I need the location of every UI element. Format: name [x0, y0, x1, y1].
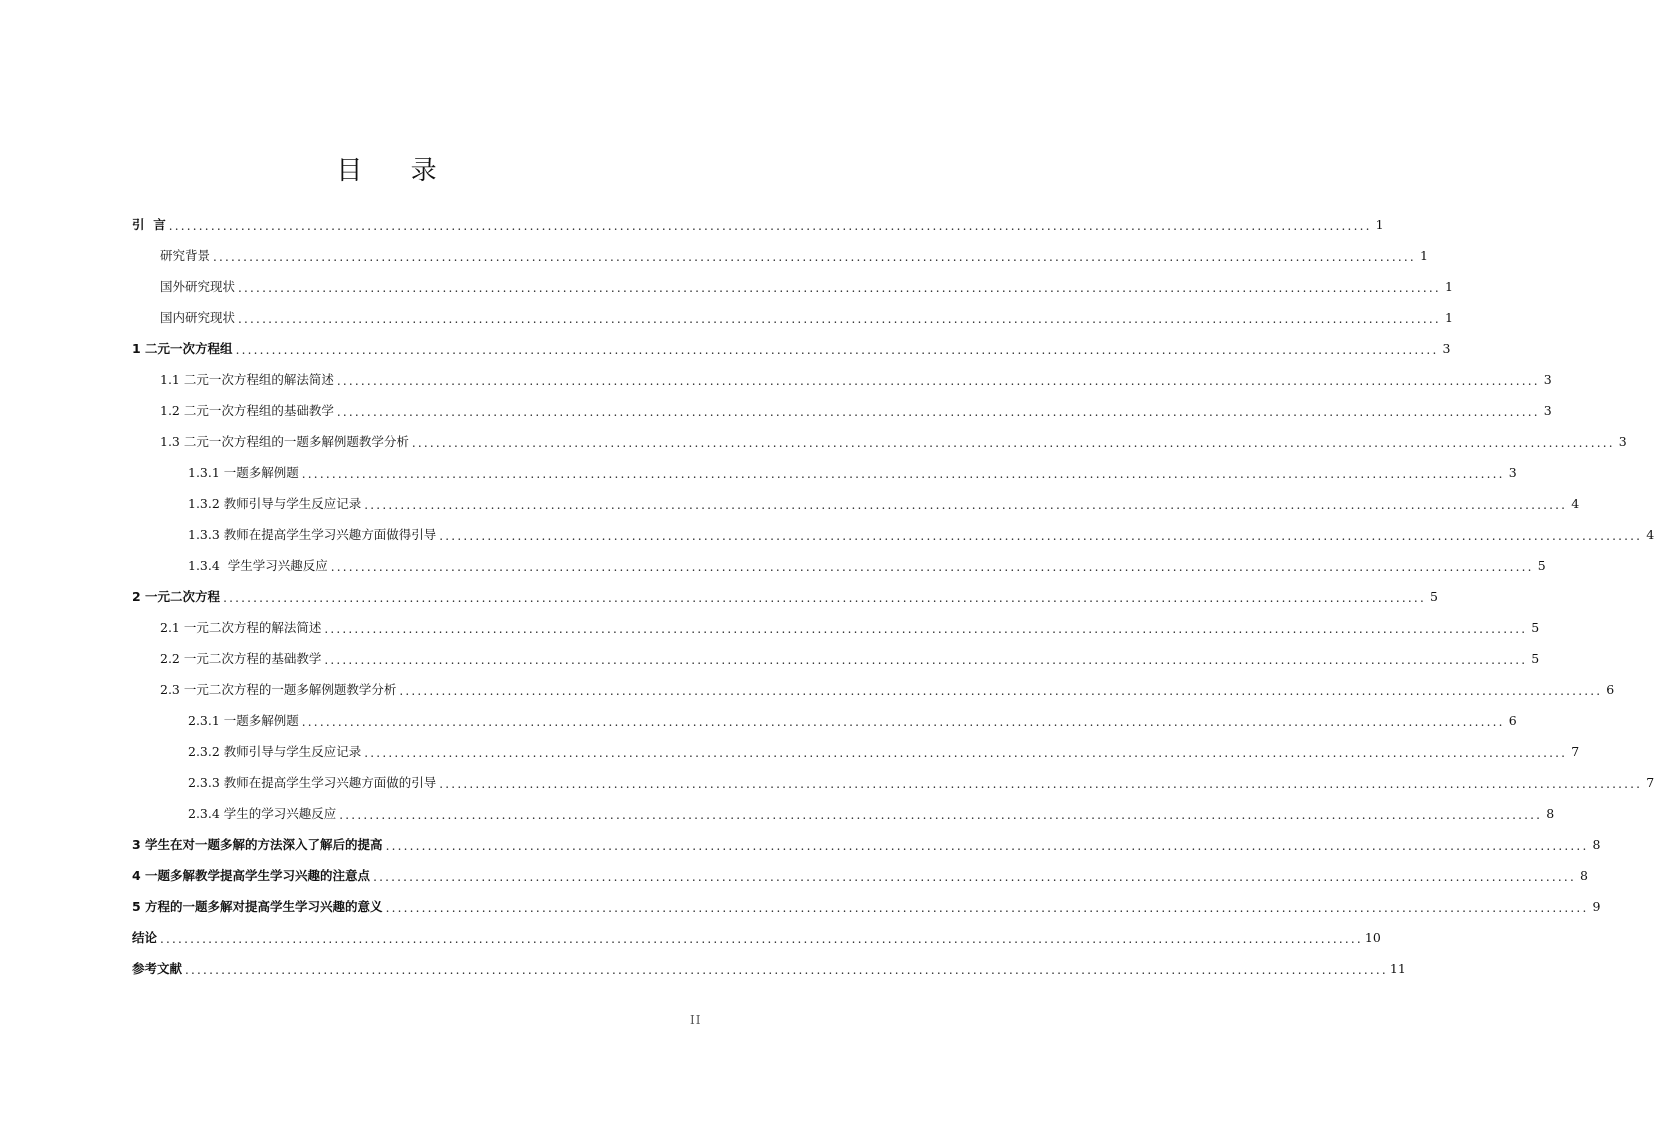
toc-dot-leader: ........................................................................................................................................................................................................	[235, 342, 1439, 357]
toc-entry[interactable]	[132, 241, 1428, 272]
toc-entry-page: 7	[1571, 744, 1580, 760]
toc-entry-page: 4	[1571, 496, 1580, 512]
toc-entry[interactable]	[132, 210, 1384, 241]
toc-entry[interactable]	[132, 706, 1517, 737]
toc-entry[interactable]	[132, 644, 1540, 675]
toc-entry-page: 1	[1375, 217, 1384, 233]
toc-entry-page: 1	[1444, 310, 1453, 326]
toc-dot-leader: ........................................................................................................................................................................................................	[185, 962, 1388, 977]
toc-entry-title: 2.3.2 教师引导与学生反应记录	[188, 744, 362, 760]
toc-entry-page: 7	[1646, 775, 1654, 791]
toc-entry[interactable]	[132, 458, 1517, 489]
toc-entry-title: 引 言	[132, 217, 166, 233]
toc-entry-title: 参考文献	[132, 961, 183, 977]
toc-entry-title: 2 一元二次方程	[132, 589, 221, 605]
toc-dot-leader: ........................................................................................................................................................................................................	[238, 280, 1441, 295]
toc-dot-leader: ........................................................................................................................................................................................................	[385, 900, 1589, 915]
toc-dot-leader: ........................................................................................................................................................................................................	[439, 776, 1643, 791]
toc-entry[interactable]	[132, 396, 1552, 427]
toc-entry-page: 5	[1531, 620, 1540, 636]
toc-entry-title: 2.1 一元二次方程的解法简述	[160, 620, 322, 636]
toc-entry[interactable]	[132, 582, 1438, 613]
toc-dot-leader: ........................................................................................................................................................................................................	[385, 838, 1589, 853]
toc-dot-leader: ........................................................................................................................................................................................................	[399, 683, 1603, 698]
page-title: 目 录	[336, 156, 457, 186]
toc-entry[interactable]	[132, 551, 1546, 582]
toc-entry-page: 3	[1543, 403, 1552, 419]
toc-entry-title: 结论	[132, 930, 158, 946]
toc-entry[interactable]	[132, 737, 1580, 768]
toc-entry-title: 2.3.3 教师在提高学生学习兴趣方面做的引导	[188, 775, 437, 791]
toc-entry[interactable]	[132, 520, 1654, 551]
toc-entry[interactable]	[132, 613, 1540, 644]
table-of-contents	[132, 210, 1654, 985]
toc-entry-page: 3	[1508, 465, 1517, 481]
toc-entry-title: 3 学生在对一题多解的方法深入了解后的提高	[132, 837, 383, 853]
toc-dot-leader: ........................................................................................................................................................................................................	[168, 218, 1372, 233]
toc-entry-page: 3	[1618, 434, 1627, 450]
toc-entry-page: 3	[1442, 341, 1451, 357]
toc-entry-page: 11	[1389, 961, 1406, 977]
toc-dot-leader: ........................................................................................................................................................................................................	[339, 807, 1543, 822]
toc-entry[interactable]	[132, 892, 1601, 923]
toc-dot-leader: ........................................................................................................................................................................................................	[439, 528, 1643, 543]
toc-entry-title: 1.3.3 教师在提高学生学习兴趣方面做得引导	[188, 527, 437, 543]
toc-dot-leader: ........................................................................................................................................................................................................	[301, 714, 1505, 729]
toc-entry-title: 1.3 二元一次方程组的一题多解例题教学分析	[160, 434, 409, 450]
toc-entry-page: 1	[1444, 279, 1453, 295]
toc-entry-page: 10	[1364, 930, 1381, 946]
toc-entry[interactable]	[132, 923, 1381, 954]
toc-entry-page: 8	[1546, 806, 1555, 822]
toc-entry-title: 2.3 一元二次方程的一题多解例题教学分析	[160, 682, 397, 698]
toc-entry-page: 5	[1430, 589, 1438, 605]
toc-entry-title: 2.3.4 学生的学习兴趣反应	[188, 806, 337, 822]
toc-entry-page: 8	[1580, 868, 1588, 884]
toc-entry[interactable]	[132, 365, 1552, 396]
toc-entry-page: 6	[1606, 682, 1615, 698]
toc-entry-title: 国外研究现状	[160, 279, 236, 295]
toc-dot-leader: ........................................................................................................................................................................................................	[330, 559, 1534, 574]
toc-entry-title: 4 一题多解教学提高学生学习兴趣的注意点	[132, 868, 371, 884]
toc-dot-leader: ........................................................................................................................................................................................................	[373, 869, 1576, 884]
toc-dot-leader: ........................................................................................................................................................................................................	[336, 373, 1540, 388]
toc-entry-page: 6	[1508, 713, 1517, 729]
toc-entry-page: 3	[1543, 372, 1552, 388]
toc-entry-title: 1.2 二元一次方程组的基础教学	[160, 403, 334, 419]
toc-entry[interactable]	[132, 675, 1615, 706]
toc-entry-title: 1 二元一次方程组	[132, 341, 233, 357]
toc-dot-leader: ........................................................................................................................................................................................................	[411, 435, 1615, 450]
toc-entry-page: 1	[1419, 248, 1428, 264]
toc-entry-page: 4	[1646, 527, 1654, 543]
toc-dot-leader: ........................................................................................................................................................................................................	[324, 621, 1528, 636]
toc-dot-leader: ........................................................................................................................................................................................................	[364, 497, 1568, 512]
toc-entry-page: 5	[1537, 558, 1546, 574]
toc-entry-title: 国内研究现状	[160, 310, 236, 326]
toc-dot-leader: ........................................................................................................................................................................................................	[364, 745, 1568, 760]
toc-entry-page: 5	[1531, 651, 1540, 667]
toc-entry[interactable]	[132, 334, 1451, 365]
toc-entry-title: 研究背景	[160, 248, 211, 264]
toc-entry-title: 5 方程的一题多解对提高学生学习兴趣的意义	[132, 899, 383, 915]
toc-entry-title: 2.2 一元二次方程的基础教学	[160, 651, 322, 667]
toc-entry-page: 9	[1592, 899, 1601, 915]
toc-entry-page: 8	[1592, 837, 1601, 853]
toc-entry[interactable]	[132, 272, 1453, 303]
toc-entry[interactable]	[132, 954, 1406, 985]
toc-entry[interactable]	[132, 427, 1627, 458]
toc-dot-leader: ........................................................................................................................................................................................................	[324, 652, 1528, 667]
toc-entry-title: 2.3.1 一题多解例题	[188, 713, 299, 729]
toc-entry[interactable]	[132, 799, 1555, 830]
toc-entry[interactable]	[132, 830, 1601, 861]
toc-dot-leader: ........................................................................................................................................................................................................	[336, 404, 1540, 419]
toc-entry[interactable]	[132, 303, 1453, 334]
toc-dot-leader: ........................................................................................................................................................................................................	[160, 931, 1363, 946]
toc-dot-leader: ........................................................................................................................................................................................................	[213, 249, 1416, 264]
page-number: II	[690, 1013, 702, 1027]
toc-entry-title: 1.3.1 一题多解例题	[188, 465, 299, 481]
toc-entry-title: 1.3.4 学生学习兴趣反应	[188, 558, 328, 574]
toc-dot-leader: ........................................................................................................................................................................................................	[223, 590, 1426, 605]
toc-entry[interactable]	[132, 489, 1580, 520]
toc-entry[interactable]	[132, 768, 1654, 799]
toc-entry[interactable]	[132, 861, 1588, 892]
toc-entry-title: 1.3.2 教师引导与学生反应记录	[188, 496, 362, 512]
toc-dot-leader: ........................................................................................................................................................................................................	[238, 311, 1441, 326]
toc-dot-leader: ........................................................................................................................................................................................................	[301, 466, 1505, 481]
toc-entry-title: 1.1 二元一次方程组的解法简述	[160, 372, 334, 388]
